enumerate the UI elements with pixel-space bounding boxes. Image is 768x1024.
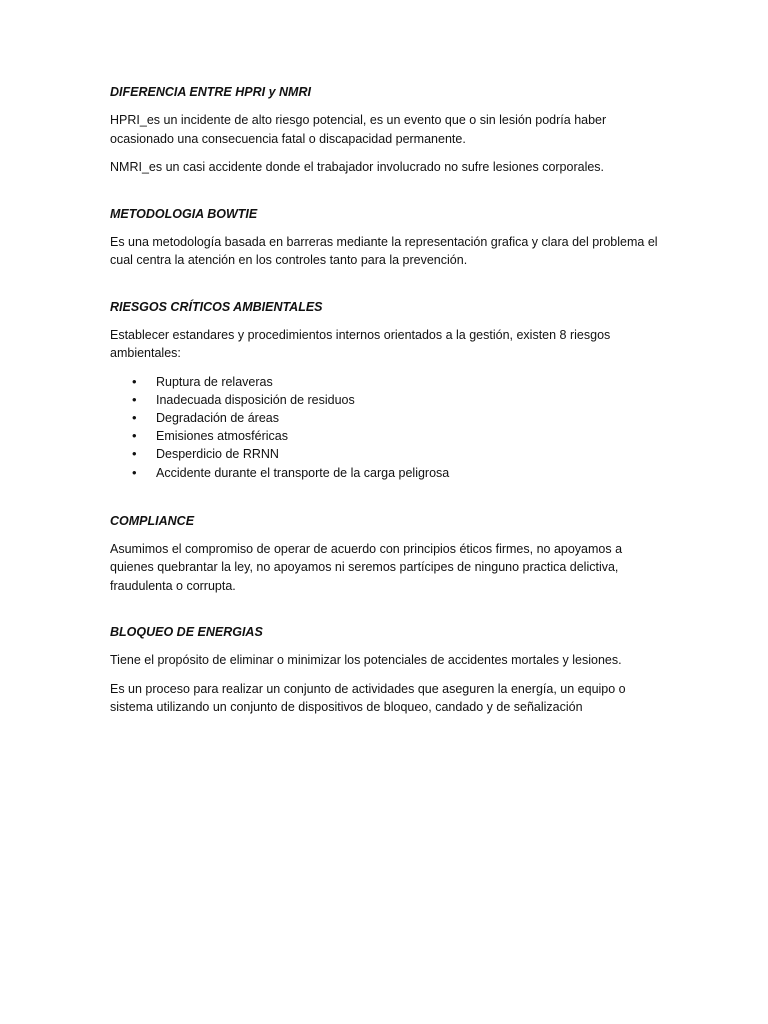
bullet-icon: •: [132, 446, 137, 462]
section-heading-hpri-nmri: DIFERENCIA ENTRE HPRI y NMRI: [110, 85, 311, 99]
section-heading-compliance: COMPLIANCE: [110, 513, 195, 528]
list-item: [110, 373, 668, 391]
section-heading-bloqueo: BLOQUEO DE ENERGIAS: [110, 625, 263, 640]
section-gap: [110, 187, 668, 205]
paragraph-nmri: NMRI_es un casi accidente donde el trabajador involucrado no sufre lesiones corporales.: [110, 160, 605, 174]
bullet-icon: •: [132, 373, 137, 389]
list-item-text: Desperdicio de RRNN: [156, 447, 279, 462]
bullet-icon: •: [132, 428, 137, 444]
paragraph-bloqueo-proposito: Tiene el propósito de eliminar o minimizar los potenciales de accidentes mortales y lesiones.: [110, 653, 622, 668]
section-gap: [110, 280, 668, 298]
paragraph-bowtie: Es una metodología basada en barreras mediante la representación grafica y clara del problema el cual centra la atención en los controles tanto para la prevención.: [110, 234, 658, 267]
paragraph-bloqueo-proceso: Es un proceso para realizar un conjunto de actividades que aseguren la energía, un equipo o sistema utilizando un conjunto de dispositivos de bloqueo, candado y de señalización: [110, 681, 626, 715]
list-item-text: Degradación de áreas: [156, 410, 279, 425]
section-gap: [110, 494, 668, 512]
list-item: [110, 391, 668, 409]
bullet-icon: •: [132, 391, 137, 407]
list-item: [110, 464, 668, 482]
riesgos-list: [110, 373, 668, 482]
paragraph-hpri: HPRI_es un incidente de alto riesgo potencial, es un evento que o sin lesión podría haber ocasionado una consecuencia fatal o discapacidad permanente.: [110, 113, 607, 146]
list-item-text: Emisiones atmosféricas: [156, 429, 288, 444]
list-item-text: Ruptura de relaveras: [156, 374, 273, 389]
list-item: [110, 445, 668, 463]
list-item-text: Inadecuada disposición de residuos: [156, 392, 355, 407]
list-item: [110, 427, 668, 445]
bullet-icon: •: [132, 409, 137, 425]
list-item-text: Accidente durante el transporte de la carga peligrosa: [156, 465, 450, 480]
section-gap: [110, 605, 668, 623]
bullet-icon: •: [132, 464, 137, 480]
list-item: [110, 409, 668, 427]
section-heading-bowtie: METODOLOGIA BOWTIE: [110, 206, 258, 221]
paragraph-compliance: Asumimos el compromiso de operar de acuerdo con principios éticos firmes, no apoyamos a quienes quebrantar la ley, no apoyamos ni seremos partícipes de ninguno practica delictiva, fraudulenta o corrupta.: [110, 541, 623, 593]
paragraph-riesgos: Establecer estandares y procedimientos internos orientados a la gestión, existen 8 riesgos ambientales:: [110, 327, 611, 360]
section-heading-riesgos: RIESGOS CRÍTICOS AMBIENTALES: [110, 299, 323, 314]
